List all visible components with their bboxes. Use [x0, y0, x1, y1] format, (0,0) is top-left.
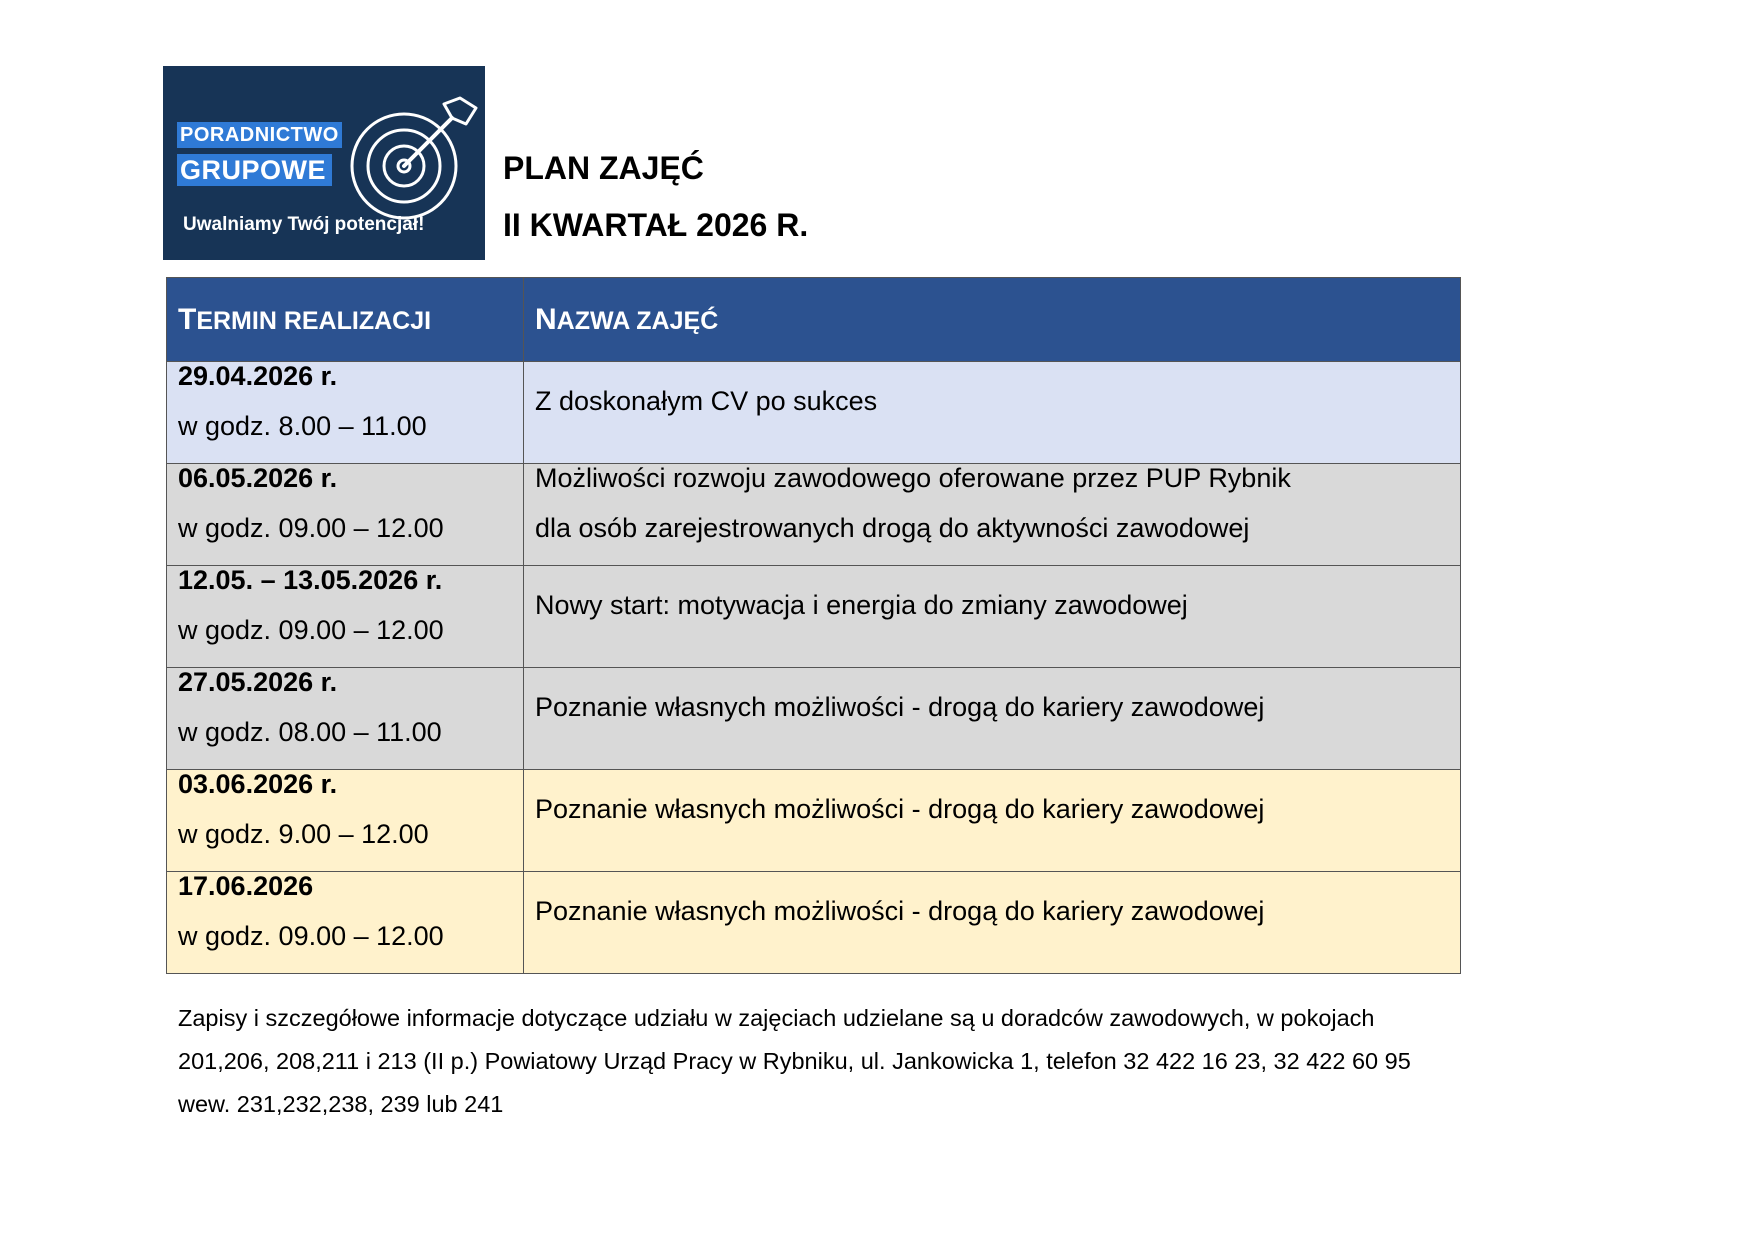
term-cell: 06.05.2026 r. w godz. 09.00 – 12.00	[167, 464, 524, 566]
footer-info	[178, 997, 1538, 1126]
logo-slogan: Uwalniamy Twój potencjał!	[183, 214, 425, 235]
table-row	[167, 464, 1461, 566]
term-cell: 29.04.2026 r. w godz. 8.00 – 11.00	[167, 362, 524, 464]
target-arrow-icon	[348, 94, 478, 224]
table-row	[167, 770, 1461, 872]
term-cell: 03.06.2026 r. w godz. 9.00 – 12.00	[167, 770, 524, 872]
page-subtitle: II KWARTAŁ 2026 R.	[503, 207, 809, 243]
table-header-row	[167, 278, 1461, 362]
footer-line: Zapisy i szczegółowe informacje dotyczące udziału w zajęciach udzielane są u doradców zawodowych, w pokojach	[178, 1005, 1375, 1031]
name-cell: Możliwości rozwoju zawodowego oferowane przez PUP Rybnik dla osób zarejestrowanych drogą do aktywności zawodowej	[524, 464, 1461, 566]
schedule-table	[166, 277, 1461, 974]
logo	[163, 66, 485, 260]
name-cell: Nowy start: motywacja i energia do zmiany zawodowej	[524, 566, 1461, 668]
logo-line2: GRUPOWE	[177, 154, 332, 186]
name-cell: Z doskonałym CV po sukces	[524, 362, 1461, 464]
table-row	[167, 362, 1461, 464]
table-row	[167, 872, 1461, 974]
table-row	[167, 566, 1461, 668]
term-cell: 27.05.2026 r. w godz. 08.00 – 11.00	[167, 668, 524, 770]
name-cell: Poznanie własnych możliwości - drogą do kariery zawodowej	[524, 872, 1461, 974]
table-row	[167, 668, 1461, 770]
header-term: TERMIN REALIZACJI	[167, 278, 524, 362]
page-title: PLAN ZAJĘĆ	[503, 150, 704, 186]
name-cell: Poznanie własnych możliwości - drogą do kariery zawodowej	[524, 770, 1461, 872]
term-cell: 12.05. – 13.05.2026 r. w godz. 09.00 – 12.00	[167, 566, 524, 668]
header-name: NAZWA ZAJĘĆ	[524, 278, 1461, 362]
term-cell: 17.06.2026 w godz. 09.00 – 12.00	[167, 872, 524, 974]
footer-line: 201,206, 208,211 i 213 (II p.) Powiatowy Urząd Pracy w Rybniku, ul. Jankowicka 1, telefon 32 422 16 23, 32 422 60 95	[178, 1048, 1411, 1074]
logo-line1: PORADNICTWO	[177, 122, 342, 148]
name-cell: Poznanie własnych możliwości - drogą do kariery zawodowej	[524, 668, 1461, 770]
footer-line: wew. 231,232,238, 239 lub 241	[178, 1091, 504, 1117]
